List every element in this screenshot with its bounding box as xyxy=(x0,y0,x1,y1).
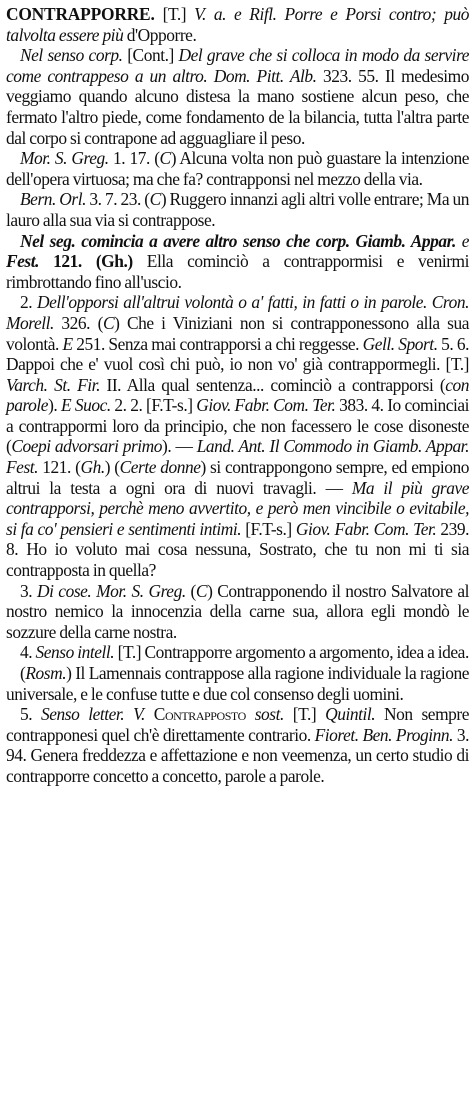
text-run: ). — xyxy=(162,436,197,457)
sense-3-things xyxy=(6,581,469,643)
text-run: Non sempre contrapponesi quel ch'è direttamente contrario. xyxy=(6,704,470,745)
sense-physical xyxy=(6,45,469,148)
text-run: ) si contrappongono sempre, ed empiono altrui la testa a ogni ora di nuovi travagli. — xyxy=(6,457,469,498)
citation-rosm xyxy=(6,663,469,704)
italic-run: Coepi advorsari primo xyxy=(11,436,163,457)
bold-italic-run: Nel seg. comincia a avere altro senso che corp. Giamb. Appar. xyxy=(20,230,456,251)
text-run: ) Contrapponendo il nostro Salvatore al nostro nemico la innocenzia della carne sua, allora egli mondò le sozzure della carne nostra. xyxy=(6,580,470,642)
bold-run xyxy=(6,251,39,271)
text-run: 2. xyxy=(20,292,38,313)
text-run: 326. ( xyxy=(53,312,103,333)
italic-run: Senso letter. V. xyxy=(41,704,145,725)
bold-run xyxy=(20,231,456,251)
text-run: ) Alcuna volta non può guastare la intenzione dell'opera virtuosa; ma che fa? contrapponsi nel mezzo della via. xyxy=(6,148,469,189)
cross-reference: Contrapposto xyxy=(144,704,246,725)
italic-run: Certe donne xyxy=(119,457,201,478)
text-run: 3. 94. Genera freddezza e affettazione e non veemenza, un certo studio di contrapporre concetto a concetto, parole a parole. xyxy=(6,724,469,786)
italic-run: Senso intell. xyxy=(35,642,115,663)
italic-run: C xyxy=(149,189,161,210)
italic-run: Bern. Orl. xyxy=(20,189,87,210)
italic-run: C xyxy=(159,148,171,169)
text-run: 383. 4. Io cominciai a contrappormi loro da principio, che non facessero le cose disoneste ( xyxy=(6,395,469,457)
text-run: 1. 17. ( xyxy=(108,148,160,169)
italic-run: Nel senso corp. xyxy=(20,45,123,66)
bold-italic-run: Fest. xyxy=(6,251,40,272)
citation-mor-s-greg xyxy=(6,148,469,189)
italic-run: Land. Ant. Il Commodo in Giamb. Appar. Fest. xyxy=(6,436,469,478)
italic-run: sost. xyxy=(245,704,284,725)
italic-run: Gell. Sport. xyxy=(362,333,438,354)
definition xyxy=(6,4,469,45)
headword: CONTRAPPORRE. xyxy=(6,4,155,24)
italic-run: C xyxy=(102,312,115,333)
italic-run: Ma il più grave contrapporsi, perchè meno avvertito, e però men vincibile o evitabile, si fa co' pensieri e sentimenti intimi. xyxy=(6,477,469,539)
italic-run: E Suoc. xyxy=(60,395,111,416)
italic-run: Giov. Fabr. Com. Ter. xyxy=(295,518,437,539)
italic-run: Varch. St. Fir. xyxy=(6,374,100,395)
text-run: 2. 2. [F.T-s.] xyxy=(110,395,197,416)
text-run: d'Opporre. xyxy=(123,24,197,45)
italic-run: Del grave che si colloca in modo da servire come contrappeso a un altro. Dom. Pitt. Alb. xyxy=(6,45,470,86)
text-run: ) Che i Viniziani non si contrapponessono alla sua volontà. xyxy=(6,312,469,354)
text-run: ) ( xyxy=(104,457,120,478)
text-run: II. Alla qual sentenza... cominciò a contrapporsi ( xyxy=(99,374,446,395)
sense-2-oppose-will xyxy=(6,292,469,580)
text-run: Ella cominciò a contrappormisi e venirmi rimbrottando fino all'uscio. xyxy=(6,251,469,292)
text-run: ) Ruggero innanzi agli altri volle entrare; Ma un lauro alla sua via si contrappose. xyxy=(6,189,469,230)
italic-run: E xyxy=(62,333,73,354)
text-run: 251. Senza mai contrapporsi a chi reggesse. xyxy=(72,333,363,354)
italic-run: C xyxy=(195,580,208,601)
italic-run: Quintil. xyxy=(325,704,376,725)
italic-run: con parole xyxy=(6,374,469,416)
text-run: [T.] Contrapporre argomento a argomento, idea a idea. xyxy=(114,642,469,663)
italic-run: V. a. e Rifl. Porre e Porsi contro; può talvolta essere più xyxy=(6,4,469,45)
italic-run: Di cose. Mor. S. Greg. xyxy=(36,580,186,601)
italic-run: Rosm. xyxy=(25,663,67,683)
text-run: [T.] xyxy=(154,4,195,24)
text-run: 5. 6. Dappoi che e' vuol così chi può, io non vo' già contrappormegli. [T.] xyxy=(6,333,469,375)
text-run: 121. ( xyxy=(38,457,81,478)
bold-run: 121. (Gh.) xyxy=(39,251,133,272)
italic-run: Dell'opporsi all'altrui volontà o a' fatti, in fatti o in parole. Cron. Morell. xyxy=(6,292,469,333)
sense-5-literary xyxy=(6,704,469,786)
sense-figurative-start xyxy=(6,231,469,293)
italic-run: Fioret. Ben. Proginn. xyxy=(314,724,454,745)
citation-bern-orl xyxy=(6,189,469,230)
text-run: 4. xyxy=(20,642,36,663)
italic-run: Giov. Fabr. Com. Ter. xyxy=(196,395,336,416)
text-run: ) Il Lamennais contrappose alla ragione individuale la ragione universale, e le confuse tutte e due col consenso degli uomini. xyxy=(6,663,469,704)
text-run: 3. xyxy=(20,580,37,601)
text-run: [Cont.] xyxy=(122,45,179,66)
text-run: 239. 8. Ho io voluto mai cosa nessuna, Sostrato, che tu non mi ti sia contrapposta in quella? xyxy=(6,518,469,581)
sense-4-intellectual xyxy=(6,642,469,663)
italic-run: Mor. S. Greg. xyxy=(20,148,109,169)
text-run: 3. 7. 23. ( xyxy=(86,189,150,210)
text-run: ( xyxy=(185,580,196,601)
text-run: 323. 55. Il medesimo veggiamo quando alcuno distesa la mano sostiene alcun peso, che fermato l'altro piede, come fondamento de la bilancia, tutta l'altra parte dal corpo si contrapone ad agguagliare il peso. xyxy=(6,65,469,148)
text-run: 5. xyxy=(20,704,42,725)
text-run: [T.] xyxy=(283,704,326,725)
italic-run: Gh. xyxy=(80,457,105,478)
text-run: ( xyxy=(20,663,26,683)
text-run: [F.T-s.] xyxy=(241,518,296,539)
text-run: ). xyxy=(48,395,61,416)
italic-run: e xyxy=(455,230,469,251)
